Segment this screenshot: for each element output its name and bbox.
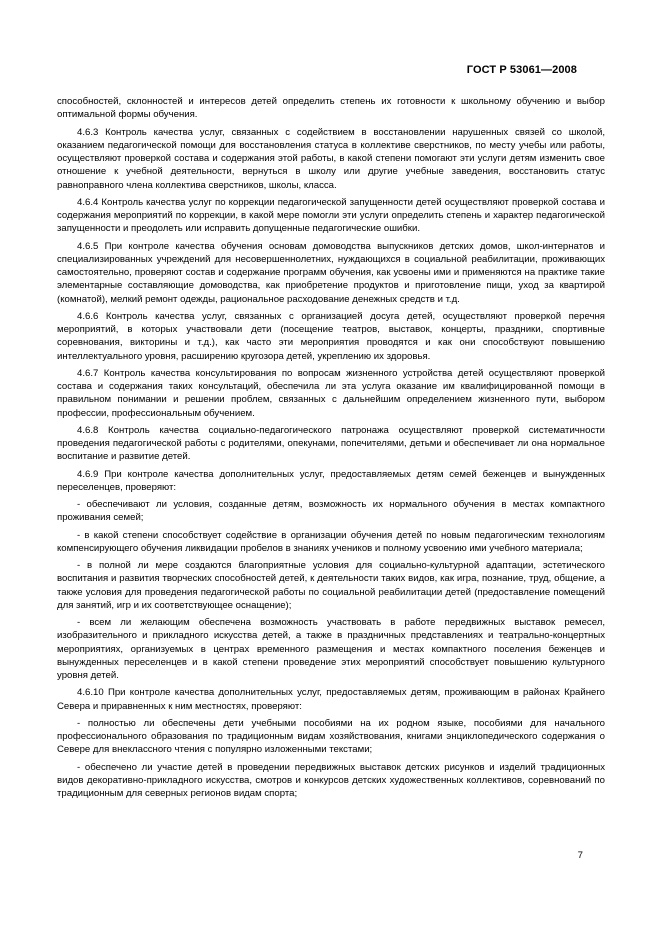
paragraph-4-6-3: 4.6.3 Контроль качества услуг, связанных с содействием в восстановлении нарушенных связей со школой, оказанием педагогической помощи для восстановления статуса в коллективе сверстников, по месту учебы или работы, осуществляют проверкой состава и содержания этой работы, в какой степени помогают эти услуги детям изменить свое отношение к учебной деятельности, вернуться в школу или другие учебные заведения, восстановить статус равноправного члена коллектива сверстников, школы, класса. <box>57 126 605 191</box>
list-item: - обеспечено ли участие детей в проведении передвижных выставок детских рисунков и изделий традиционных видов декоративно-прикладного искусства, смотров и конкурсов детских художественных коллективов, соревнований по традиционным для северных регионов видам спорта; <box>57 761 605 799</box>
list-item: - обеспечивают ли условия, созданные детям, возможность их нормального обучения в местах компактного проживания семей; <box>57 499 605 524</box>
list-item: - в какой степени способствует содействие в организации обучения детей по новым педагогическим технологиям компенсирующего обучения ликвидации пробелов в знаниях учеников и полному усвоению ими учебного материала; <box>57 529 605 554</box>
paragraph-4-6-10: 4.6.10 При контроле качества дополнительных услуг, предоставляемых детям, проживающим в районах Крайнего Севера и приравненных к ним местностях, проверяют: <box>57 687 605 712</box>
paragraph-4-6-4: 4.6.4 Контроль качества услуг по коррекции педагогической запущенности детей осуществляют проверкой состава и содержания мероприятий по коррекции, в какой мере помогли эти услуги определить степень и характер педагогической запущенности и преодолеть или исправить допущенные педагогические ошибки. <box>57 196 605 235</box>
paragraph-4-6-5: 4.6.5 При контроле качества обучения основам домоводства выпускников детских домов, школ-интернатов и специализированных учреждений для несовершеннолетних, нуждающихся в социальной реабилитации, проживающих самостоятельно, проверяют состав и содержание программ обучения, как усвоены ими и применяются на практике такие элементарные составляющие домоводства, как приобретение продуктов и приготовление пищи, уход за квартирой (комнатой), мелкий ремонт одежды, рациональное расходование денежных средств и т.д. <box>57 240 605 305</box>
paragraph-continuation: способностей, склонностей и интересов детей определить степень их готовности к школьному обучению и выбор оптимальной формы обучения. <box>57 96 605 121</box>
page-number: 7 <box>577 850 583 861</box>
list-item: - всем ли желающим обеспечена возможность участвовать в работе передвижных выставок ремесел, изобразительного и прикладного искусства детей, а также в праздничных представлениях и театрально-концертных мероприятиях, организуемых в центрах временного размещения и местах компактного поселения беженцев и вынужденных переселенцев и в какой степени проведение этих мероприятий способствует повышению культурного уровня детей. <box>57 617 605 681</box>
paragraph-4-6-7: 4.6.7 Контроль качества консультирования по вопросам жизненного устройства детей осуществляют проверкой состава и содержания таких консультаций, обеспечила ли эта услуга оказание им квалифицированной помощи в правильном понимании и решении проблем, связанных с дальнейшим определением жизненного пути, выбором профессии, профессиональным обучением. <box>57 367 605 419</box>
list-item: - полностью ли обеспечены дети учебными пособиями на их родном языке, пособиями для начального профессионального образования по традиционным видам хозяйствования, книгами энциклопедического содержания о Севере для внеклассного чтения с популярно изложенными текстами; <box>57 717 605 756</box>
paragraph-4-6-9: 4.6.9 При контроле качества дополнительных услуг, предоставляемых детям семей беженцев и вынужденных переселенцев, проверяют: <box>57 468 605 493</box>
document-code-header: ГОСТ Р 53061—2008 <box>466 64 577 76</box>
document-body <box>57 95 605 804</box>
paragraph-4-6-8: 4.6.8 Контроль качества социально-педагогического патронажа осуществляют проверкой систематичности проведения педагогической работы с родителями, опекунами, попечителями, детьми и обеспечивает ли она нормальное воспитание и развитие детей. <box>57 424 605 463</box>
paragraph-4-6-6: 4.6.6 Контроль качества услуг, связанных с организацией досуга детей, осуществляют проверкой перечня мероприятий, в которых участвовали дети (посещение театров, выставок, концерты, праздники, спортивные соревнования, викторины и т.д.), как часто эти мероприятия проводятся и как они способствуют повышению интеллектуального уровня, расширению кругозора детей, укреплению их здоровья. <box>57 310 605 362</box>
list-item: - в полной ли мере создаются благоприятные условия для социально-культурной адаптации, эстетического воспитания и развития творческих способностей детей, к деятельности таких видов, как игра, познание, труд, общение, а также условия для проведения педагогической работы по социальной реабилитации детей (предоставление помещений для занятий, игр и их соответствующее оснащение); <box>57 560 605 611</box>
